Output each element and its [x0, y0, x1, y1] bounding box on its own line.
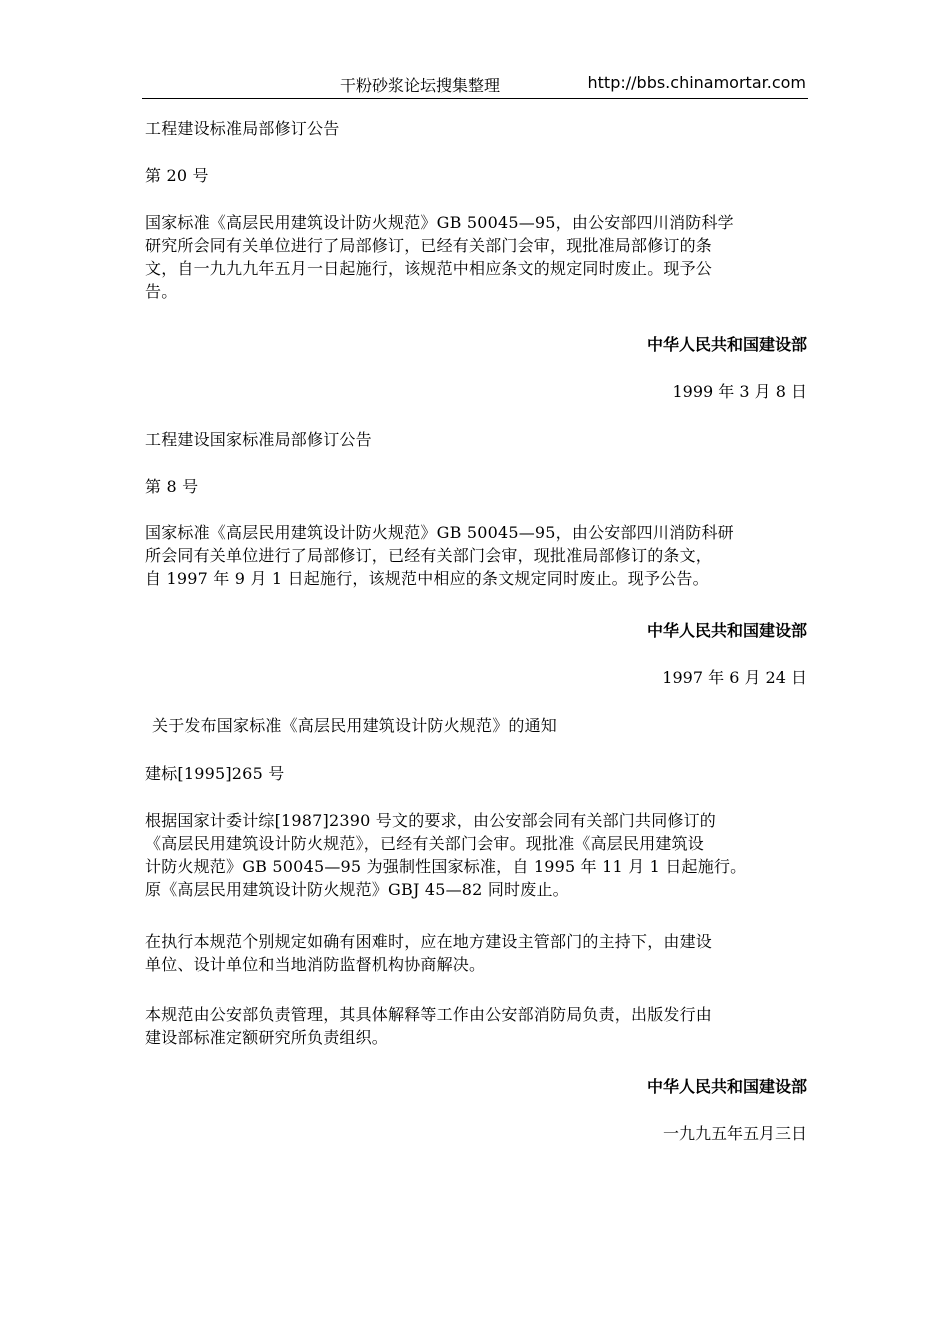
notice2-body	[145, 521, 807, 590]
notice1-number: 第 20 号	[145, 166, 209, 185]
notice1-title: 工程建设标准局部修订公告	[145, 119, 340, 138]
notice1-issuer: 中华人民共和国建设部	[646, 335, 807, 354]
header-url: http://bbs.chinamortar.com	[587, 73, 806, 92]
notice3-date: 一九九五年五月三日	[662, 1124, 807, 1143]
body-line: 单位、设计单位和当地消防监督机构协商解决。	[145, 955, 486, 974]
body-line: 《高层民用建筑设计防火规范》，已经有关部门会审。现批准《高层民用建筑设	[145, 834, 705, 853]
notice1-date: 1999 年 3 月 8 日	[672, 382, 807, 401]
page-header	[142, 68, 808, 99]
body-line: 本规范由公安部负责管理，其具体解释等工作由公安部消防局负责，出版发行由	[145, 1005, 713, 1024]
notice2-number: 第 8 号	[145, 477, 199, 496]
body-line: 国家标准《高层民用建筑设计防火规范》GB 50045—95，由公安部四川消防科研	[145, 523, 734, 542]
body-line: 国家标准《高层民用建筑设计防火规范》GB 50045—95，由公安部四川消防科学	[145, 213, 734, 232]
notice3-number: 建标[1995]265 号	[145, 764, 285, 783]
notice3-title: 关于发布国家标准《高层民用建筑设计防火规范》的通知	[152, 716, 558, 735]
notice3-paragraph-1	[145, 809, 807, 901]
notice2-issuer: 中华人民共和国建设部	[646, 621, 807, 640]
body-line: 告。	[145, 282, 178, 301]
notice3-paragraph-3	[145, 1003, 807, 1049]
body-line: 原《高层民用建筑设计防火规范》GBJ 45—82 同时废止。	[145, 880, 569, 899]
body-line: 所会同有关单位进行了局部修订，已经有关部门会审，现批准局部修订的条文，	[145, 546, 713, 565]
header-forum-name: 干粉砂浆论坛搜集整理	[340, 76, 501, 95]
body-line: 根据国家计委计综[1987]2390 号文的要求，由公安部会同有关部门共同修订的	[145, 811, 717, 830]
body-line: 研究所会同有关单位进行了局部修订，已经有关部门会审，现批准局部修订的条	[145, 236, 713, 255]
body-line: 建设部标准定额研究所负责组织。	[145, 1028, 389, 1047]
notice2-title: 工程建设国家标准局部修订公告	[145, 430, 372, 449]
body-line: 计防火规范》GB 50045—95 为强制性国家标准，自 1995 年 11 月 1 日起施行。	[145, 857, 747, 876]
notice3-paragraph-2	[145, 930, 807, 976]
notice3-issuer: 中华人民共和国建设部	[646, 1077, 807, 1096]
body-line: 自 1997 年 9 月 1 日起施行，该规范中相应的条文规定同时废止。现予公告。	[145, 569, 709, 588]
body-line: 文，自一九九九年五月一日起施行，该规范中相应条文的规定同时废止。现予公	[145, 259, 713, 278]
body-line: 在执行本规范个别规定如确有困难时，应在地方建设主管部门的主持下，由建设	[145, 932, 713, 951]
notice1-body	[145, 211, 807, 303]
notice2-date: 1997 年 6 月 24 日	[662, 668, 807, 687]
